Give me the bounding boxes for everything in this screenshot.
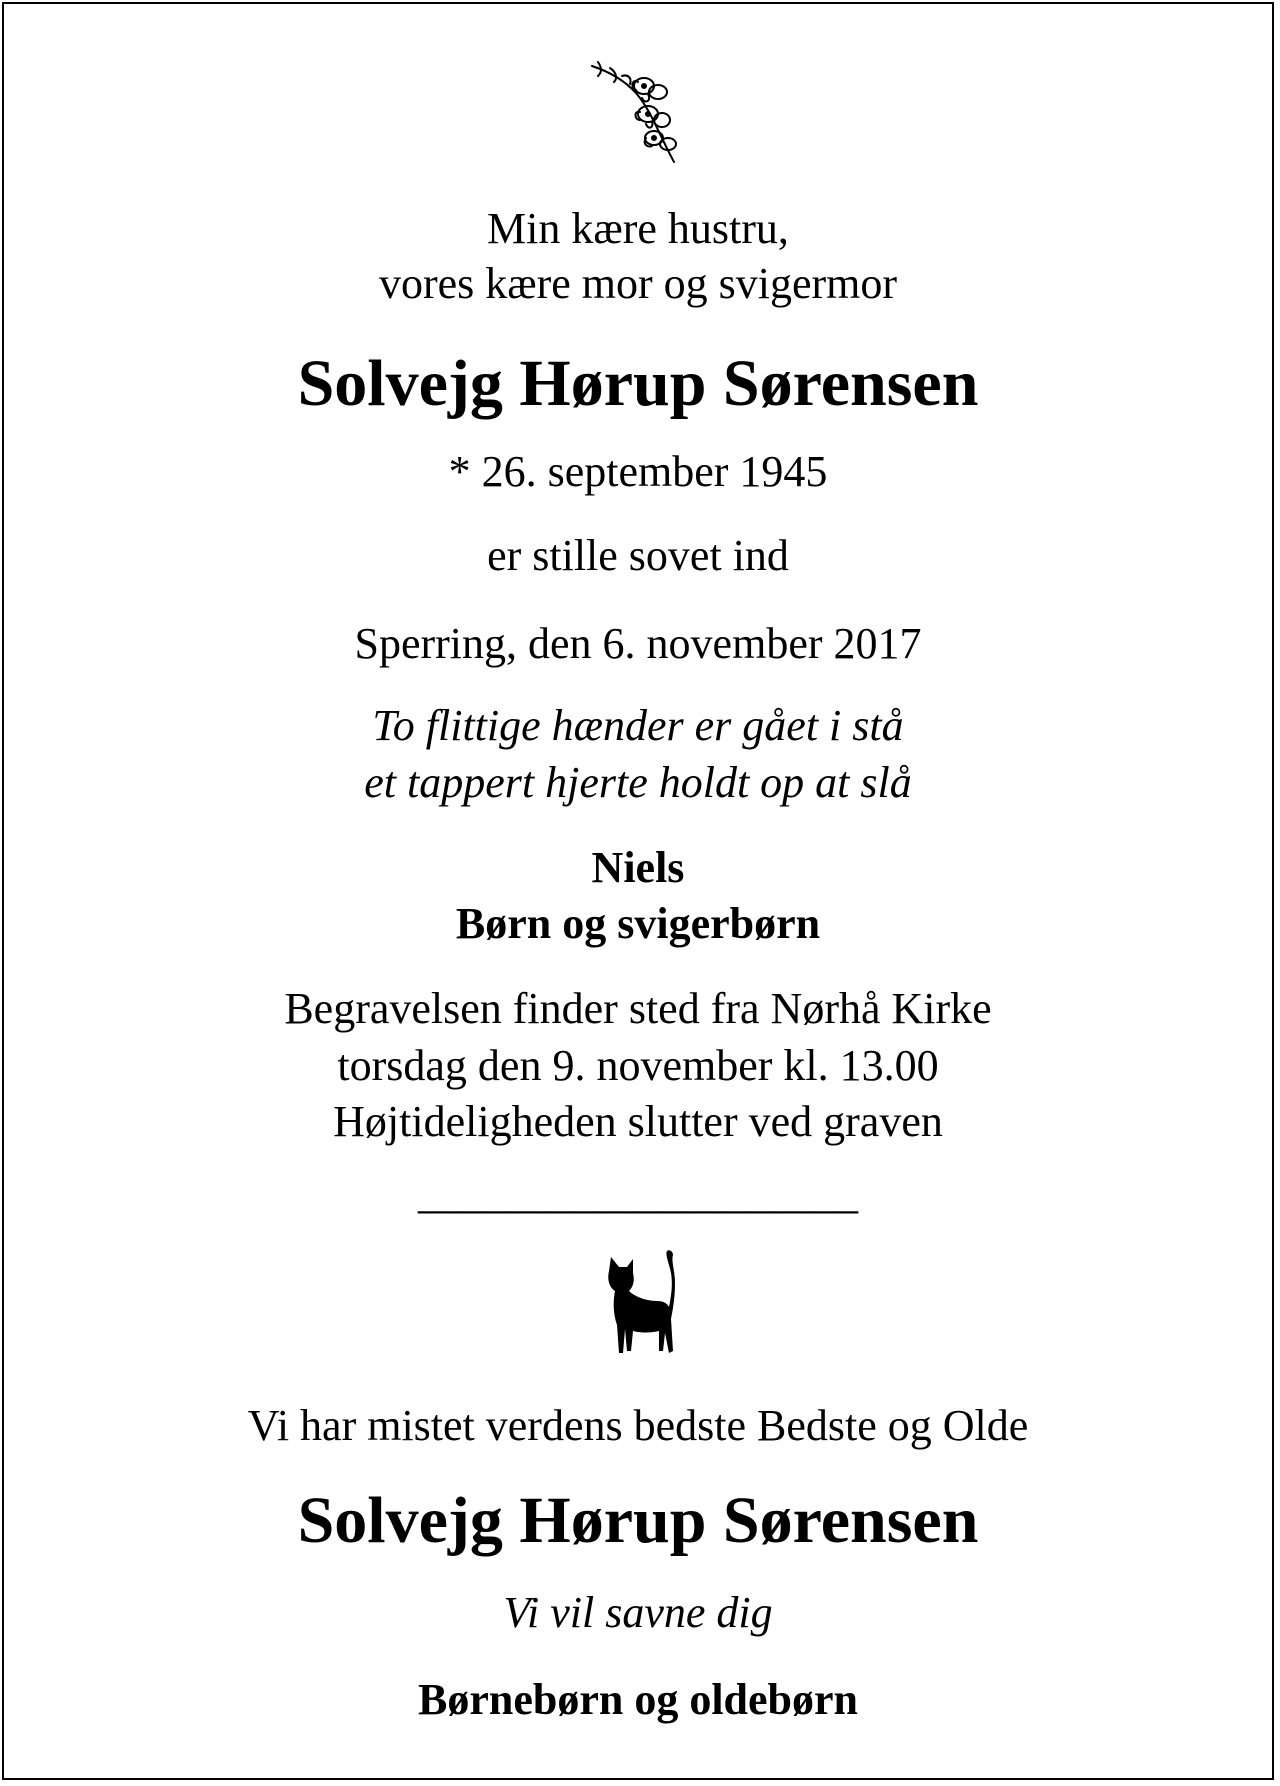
place-and-date: Sperring, den 6. november 2017: [354, 619, 922, 668]
second-deceased-name: Solvejg Hørup Sørensen: [297, 1484, 979, 1557]
grandchildren-signature: Børnebørn og oldebørn: [417, 1675, 859, 1724]
intro-line-2: vores kære mor og svigermor: [378, 259, 898, 308]
verse-line-1: To flittige hænder er gået i stå: [372, 701, 904, 750]
intro-line-1: Min kære hustru,: [487, 204, 789, 253]
funeral-line-2: torsdag den 9. november kl. 13.00: [337, 1041, 939, 1090]
passed-away-text: er stille sovet ind: [487, 531, 789, 580]
deceased-name: Solvejg Hørup Sørensen: [297, 347, 979, 420]
second-intro: Vi har mistet verdens bedste Bedste og Olde: [247, 1401, 1029, 1450]
orchid-flower-icon: [588, 58, 694, 168]
family-line-2: Børn og svigerbørn: [455, 899, 821, 948]
farewell-text: Vi vil savne dig: [503, 1588, 773, 1637]
divider-line: ____________________: [418, 1169, 858, 1218]
family-line-1: Niels: [591, 843, 685, 892]
birth-date: * 26. september 1945: [448, 447, 828, 496]
cat-silhouette-icon: [601, 1247, 681, 1357]
funeral-line-1: Begravelsen finder sted fra Nørhå Kirke: [284, 984, 992, 1033]
funeral-line-3: Højtideligheden slutter ved graven: [333, 1097, 943, 1146]
verse-line-2: et tappert hjerte holdt op at slå: [364, 758, 912, 807]
